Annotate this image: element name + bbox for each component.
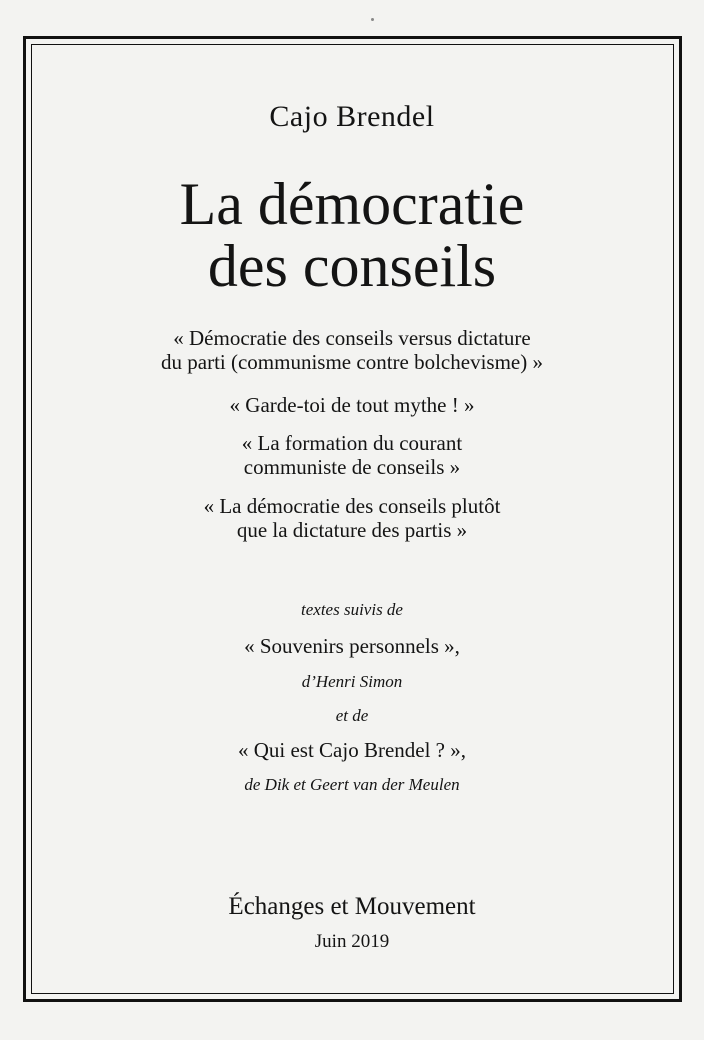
author-name: Cajo Brendel <box>269 100 435 133</box>
contents-item-1-line-1: « Démocratie des conseils versus dictature <box>173 326 531 350</box>
appendix-2-author: de Dik et Geert van der Meulen <box>244 775 460 794</box>
book-title-line-1: La démocratie <box>179 171 525 237</box>
appendix-2-title: « Qui est Cajo Brendel ? », <box>237 738 467 762</box>
contents-item-4-line-2: que la dictature des partis » <box>236 518 468 542</box>
contents-item-1-line-2: du parti (communisme contre bolchevisme) » <box>161 350 543 374</box>
contents-item-2: « Garde-toi de tout mythe ! » <box>229 393 475 417</box>
contents-item-3-line-1: « La formation du courant <box>241 431 463 455</box>
contents-item-4-line-1: « La démocratie des conseils plutôt <box>203 494 501 518</box>
followed-by-intro: textes suivis de <box>301 600 403 619</box>
book-title-line-2: des conseils <box>207 233 497 299</box>
contents-item-3-line-2: communiste de conseils » <box>243 455 461 479</box>
appendix-1-title: « Souvenirs personnels », <box>244 634 460 658</box>
speck-mark <box>371 18 374 21</box>
publication-date: Juin 2019 <box>314 931 390 952</box>
appendix-1-author: d’Henri Simon <box>301 672 403 691</box>
followed-by-connector: et de <box>335 706 369 725</box>
publisher-name: Échanges et Mouvement <box>228 893 476 920</box>
